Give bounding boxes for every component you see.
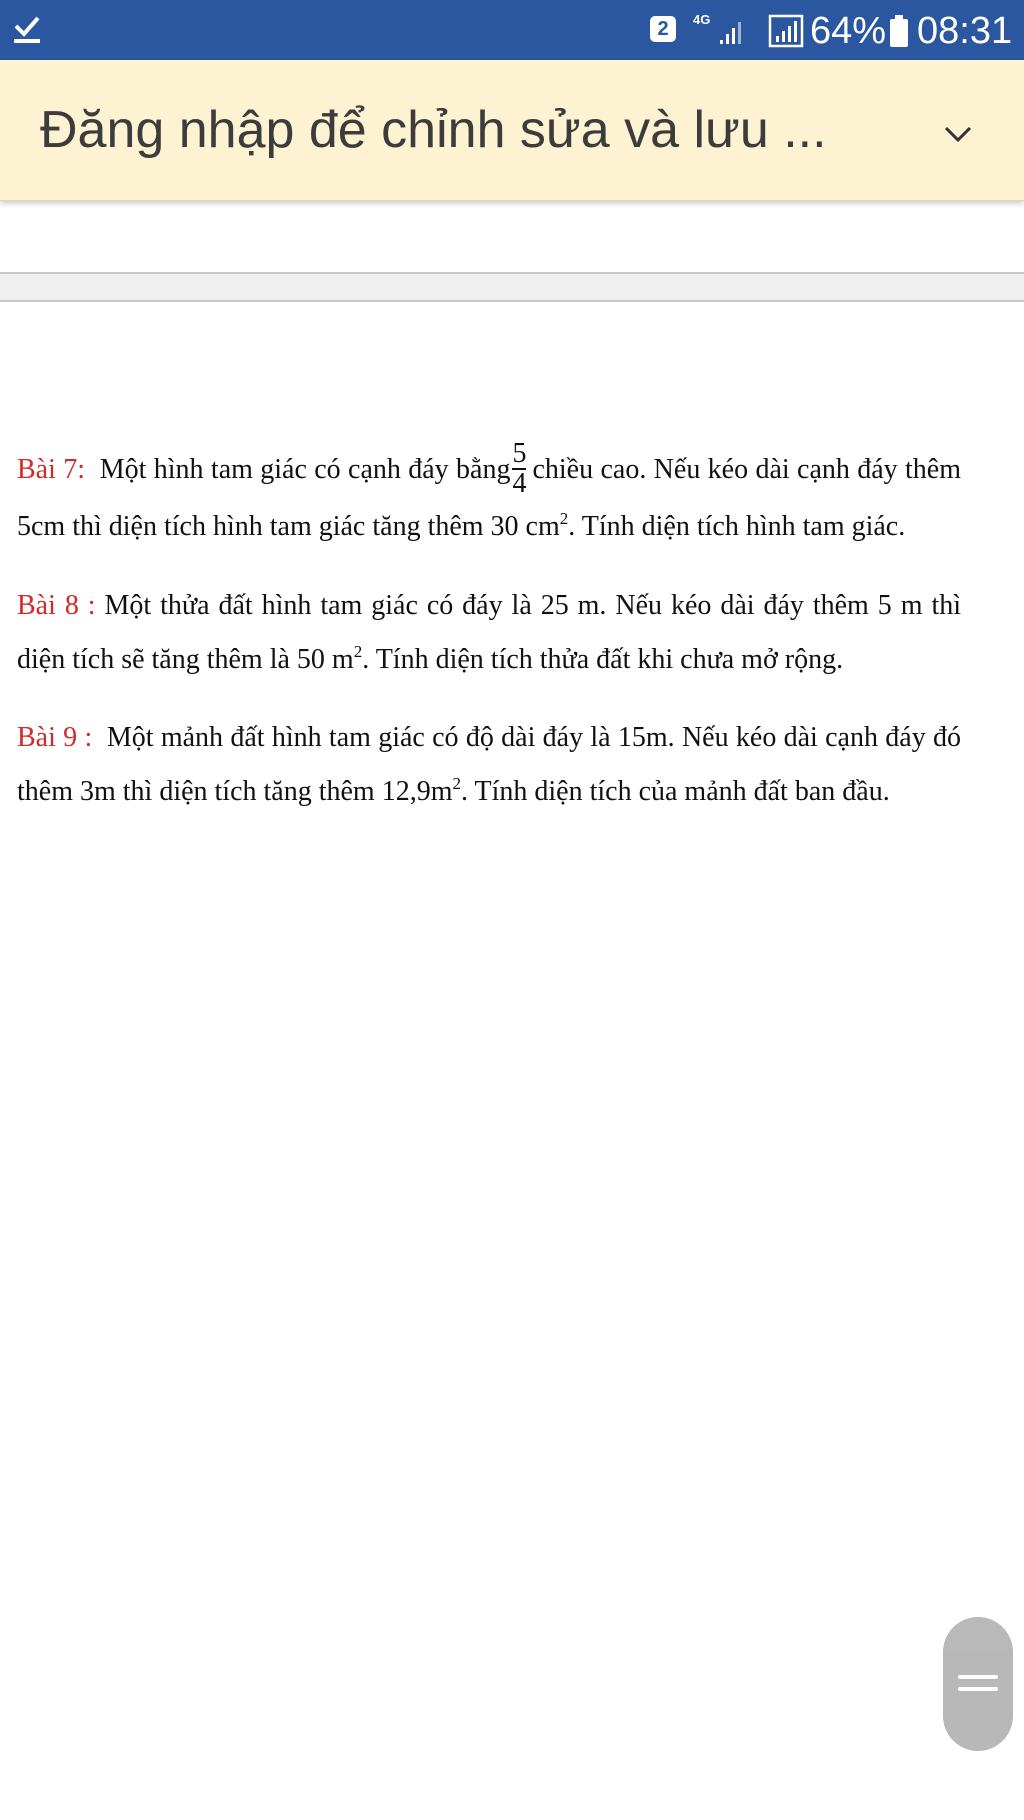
problem-8	[17, 579, 961, 687]
exponent: 2	[559, 509, 569, 528]
problem-9	[17, 711, 961, 819]
chevron-down-icon[interactable]	[940, 116, 976, 152]
problem-label: Bài 8 :	[17, 590, 96, 621]
battery-percent: 64%	[810, 10, 887, 52]
page-divider	[0, 272, 1024, 302]
problem-label: Bài 7:	[17, 454, 86, 485]
exponent: 2	[353, 642, 363, 661]
sim-2-icon: 2	[650, 16, 676, 42]
fraction-denominator: 4	[512, 468, 527, 499]
fraction	[512, 440, 526, 498]
exponent: 2	[452, 774, 461, 793]
problem-7	[17, 440, 961, 555]
fraction-numerator: 5	[512, 438, 527, 469]
problem-text: Một hình tam giác có cạnh đáy bằng	[99, 454, 511, 485]
signal-icon	[768, 14, 804, 48]
network-type-label: 4G	[693, 12, 711, 27]
battery-icon	[888, 14, 910, 48]
scroll-handle[interactable]	[943, 1617, 1013, 1751]
login-banner-text[interactable]: Đăng nhập để chỉnh sửa và lưu ...	[40, 101, 827, 159]
problem-text: chiều cao. Nếu kéo dài cạnh đáy thêm 5cm thì diện tích hình tam giác tăng thêm 30 cm	[17, 454, 962, 542]
problem-label: Bài 9 :	[17, 722, 93, 753]
download-done-icon	[12, 14, 42, 46]
problem-text: Một thửa đất hình tam giác có đáy là 25 m. Nếu kéo dài đáy thêm 5 m thì diện tích sẽ tăng thêm là 50 m	[17, 590, 961, 675]
problem-text: Một mảnh đất hình tam giác có độ dài đáy là 15m. Nếu kéo dài cạnh đáy đó thêm 3m thì diện tích tăng thêm 12,9m	[17, 722, 961, 807]
problem-text: . Tính diện tích thửa đất khi chưa mở rộng.	[362, 644, 844, 675]
clock: 08:31	[917, 10, 1013, 52]
status-bar	[0, 0, 1024, 60]
problem-text: . Tính diện tích hình tam giác.	[568, 511, 906, 542]
login-banner[interactable]	[0, 60, 1024, 201]
document-body	[17, 440, 961, 843]
problem-text: . Tính diện tích của mảnh đất ban đầu.	[461, 776, 890, 807]
drag-handle-icon	[958, 1669, 998, 1699]
signal-icon	[718, 16, 746, 46]
